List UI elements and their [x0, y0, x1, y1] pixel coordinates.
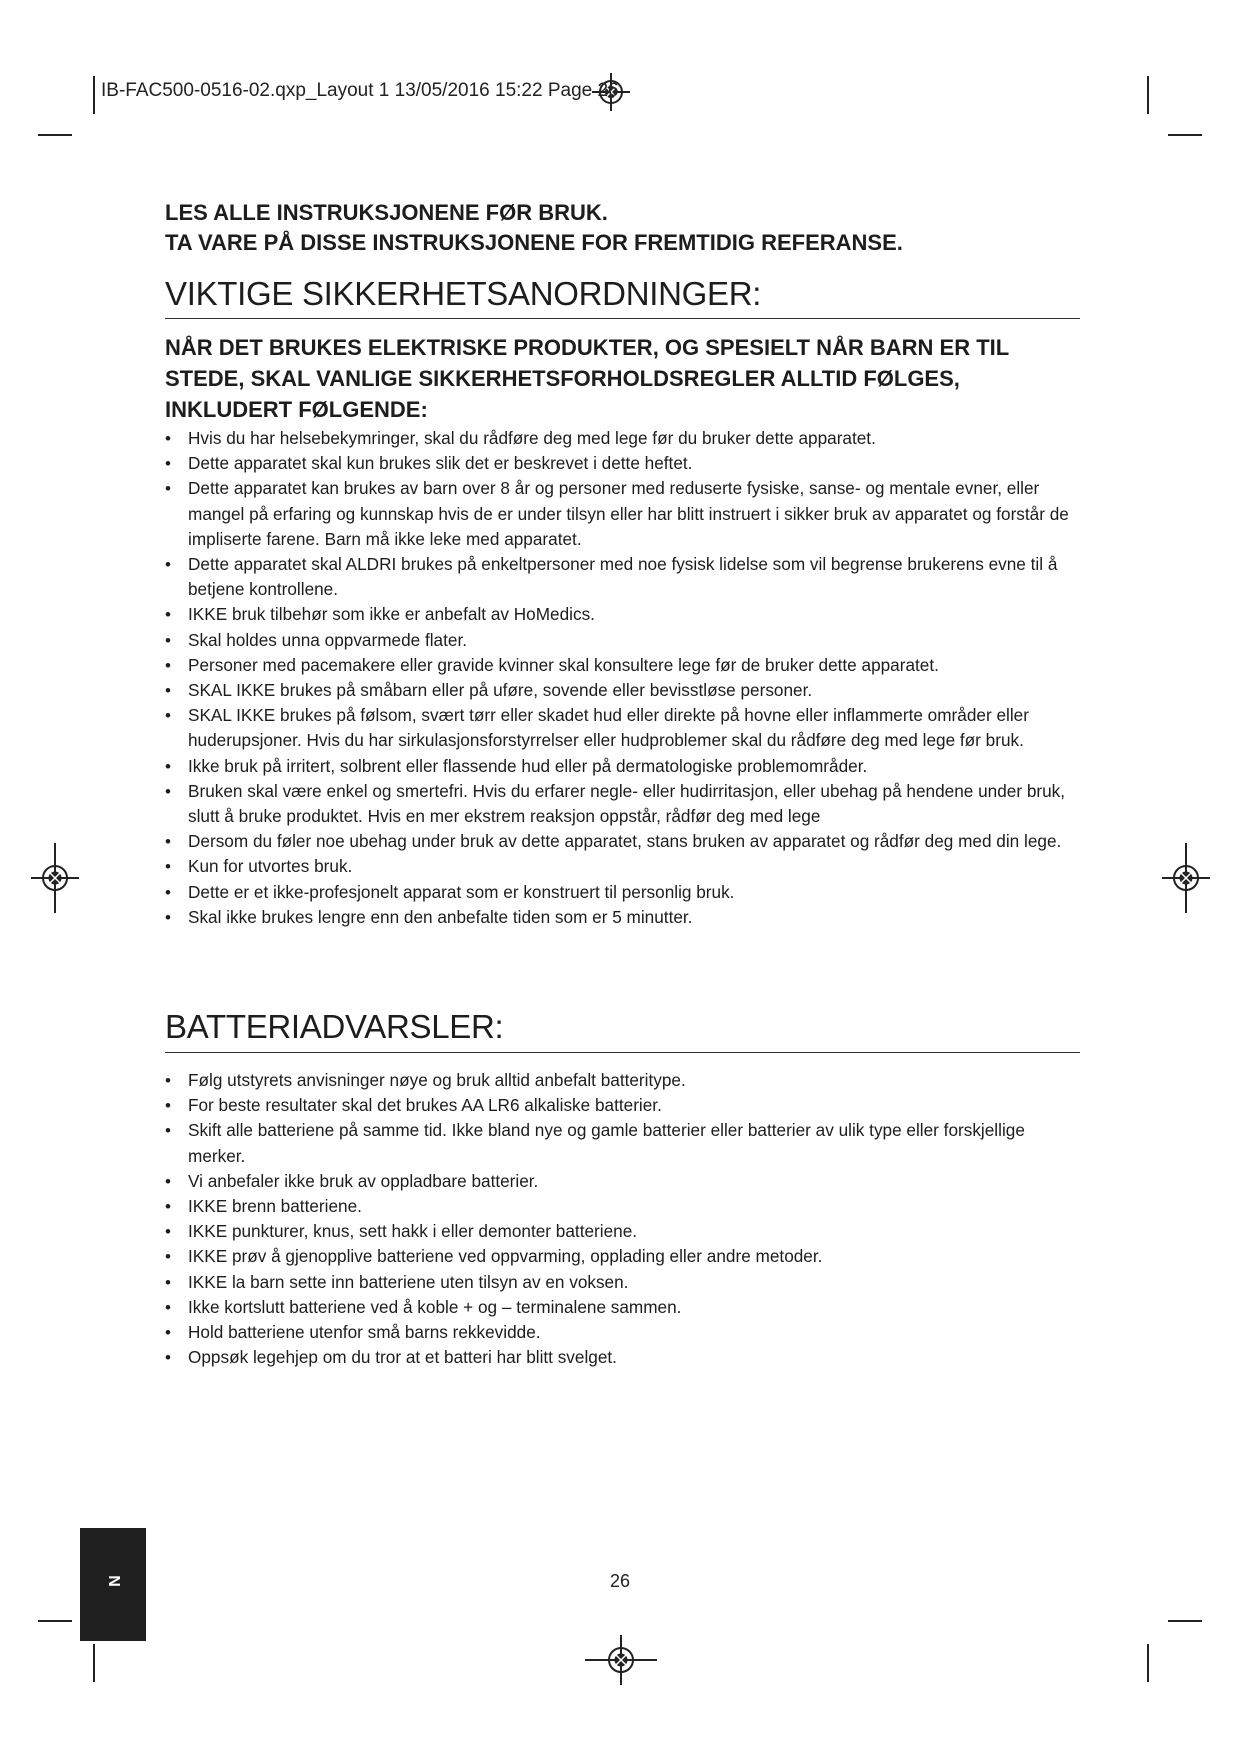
crop-mark-bottom-left-horizontal: [38, 1620, 72, 1622]
bullet-icon: •: [165, 1247, 171, 1267]
safety-list-item: • SKAL IKKE brukes på småbarn eller på uføre, sovende eller bevisstløse personer.: [163, 678, 1083, 703]
battery-list-item: • IKKE punkturer, knus, sett hakk i eller demonter batteriene.: [163, 1219, 1083, 1244]
bullet-icon: •: [165, 1222, 171, 1242]
crop-mark-top-right-horizontal: [1168, 134, 1202, 136]
registration-mark-left-icon: [31, 843, 79, 913]
bullet-icon: •: [165, 655, 171, 675]
language-tab: [80, 1528, 146, 1641]
battery-section-title: BATTERIADVARSLER:: [165, 1008, 504, 1045]
safety-list-item: • IKKE bruk tilbehør som ikke er anbefalt av HoMedics.: [163, 602, 1083, 627]
bullet-icon: •: [165, 1121, 171, 1141]
page-number: 26: [609, 1571, 631, 1591]
bullet-icon: •: [165, 1071, 171, 1090]
battery-title-rule: [165, 1052, 1080, 1053]
crop-mark-top-left-vertical: [93, 76, 95, 114]
battery-list-item: • Skift alle batteriene på samme tid. Ikke bland nye og gamle batterier eller batterier av ulik type eller forskjellige merker.: [165, 1120, 1025, 1166]
safety-bullet-list: [163, 426, 1083, 930]
bullet-icon: •: [165, 1272, 171, 1292]
language-tab-letter: N: [105, 1575, 122, 1587]
battery-list-item: • IKKE prøv å gjenopplive batteriene ved oppvarming, opplading eller andre metoder.: [163, 1244, 1083, 1269]
battery-list-item: • Følg utstyrets anvisninger nøye og bruk alltid anbefalt batteritype.: [163, 1068, 1083, 1093]
safety-list-item: • Ikke bruk på irritert, solbrent eller flassende hud eller på dermatologiske problemområder.: [163, 754, 1083, 779]
bullet-icon: •: [165, 832, 171, 852]
intro-line-keep-instructions: TA VARE PÅ DISSE INSTRUKSJONENE FOR FREMTIDIG REFERANSE.: [165, 230, 903, 255]
registration-mark-bottom-icon: [585, 1635, 657, 1685]
bullet-icon: •: [165, 781, 171, 801]
bullet-icon: •: [165, 756, 171, 776]
safety-list-item: • Dette er et ikke-profesjonelt apparat som er konstruert til personlig bruk.: [163, 880, 1083, 905]
bullet-icon: •: [165, 1096, 171, 1116]
bullet-icon: •: [165, 605, 171, 625]
safety-list-item: • Personer med pacemakere eller gravide kvinner skal konsultere lege før de bruker dette apparatet.: [163, 653, 1083, 678]
crop-mark-bottom-right-horizontal: [1168, 1620, 1202, 1622]
safety-list-item: • Dette apparatet kan brukes av barn over 8 år og personer med reduserte fysiske, sanse- og mentale evner, eller mangel på erfaring og kunnskap hvis de er under tilsyn eller har blitt instruert i sikker bruk av apparatet og forstår de impliserte farene. Barn må ikke leke med apparatet.: [165, 478, 1069, 549]
safety-list-item: • Kun for utvortes bruk.: [163, 854, 1083, 879]
safety-list-item: • Hvis du har helsebekymringer, skal du rådføre deg med lege før du bruker dette apparatet.: [163, 426, 1083, 451]
battery-list-item: • Vi anbefaler ikke bruk av oppladbare batterier.: [163, 1169, 1083, 1194]
safety-warning-heading: NÅR DET BRUKES ELEKTRISKE PRODUKTER, OG SPESIELT NÅR BARN ER TIL STEDE, SKAL VANLIGE SIKKERHETSFORHOLDSREGLER ALLTID FØLGES, INKLUDERT FØLGENDE:: [165, 335, 1009, 422]
crop-mark-top-left-horizontal: [38, 134, 72, 136]
battery-bullet-list: [163, 1068, 1083, 1370]
bullet-icon: •: [165, 857, 171, 877]
safety-list-item: • Dette apparatet skal ALDRI brukes på enkeltpersoner med noe fysisk lidelse som vil begrense brukerens evne til å betjene kontrollene.: [165, 554, 1058, 600]
bullet-icon: •: [165, 1297, 171, 1317]
safety-title-rule: [165, 318, 1080, 319]
safety-list-item: • Skal holdes unna oppvarmede flater.: [163, 628, 1083, 653]
bullet-icon: •: [165, 630, 171, 650]
bullet-icon: •: [165, 1323, 171, 1343]
safety-list-item: • Dersom du føler noe ubehag under bruk av dette apparatet, stans bruken av apparatet og rådfør deg med din lege.: [163, 829, 1083, 854]
bullet-icon: •: [165, 454, 171, 474]
bullet-icon: •: [165, 907, 171, 927]
registration-mark-right-icon: [1162, 843, 1210, 913]
safety-list-item: • Bruken skal være enkel og smertefri. Hvis du erfarer negle- eller hudirritasjon, eller ubehag på hendene under bruk, slutt å bruke produktet. Hvis en mer ekstrem reaksjon oppstår, rådfør deg med lege: [165, 780, 1066, 827]
battery-list-item: • IKKE brenn batteriene.: [163, 1194, 1083, 1219]
battery-list-item: • IKKE la barn sette inn batteriene uten tilsyn av en voksen.: [163, 1270, 1083, 1295]
safety-list-item: • Dette apparatet skal kun brukes slik det er beskrevet i dette heftet.: [163, 451, 1083, 476]
crop-mark-bottom-left-vertical: [93, 1644, 95, 1682]
bullet-icon: •: [165, 555, 171, 575]
battery-list-item: • Ikke kortslutt batteriene ved å koble + og – terminalene sammen.: [163, 1295, 1083, 1320]
battery-list-item: • Oppsøk legehjep om du tror at et batteri har blitt svelget.: [163, 1345, 1083, 1370]
bullet-icon: •: [165, 1197, 171, 1217]
battery-list-item: • For beste resultater skal det brukes AA LR6 alkaliske batterier.: [163, 1093, 1083, 1118]
print-slug-line: IB-FAC500-0516-02.qxp_Layout 1 13/05/2016 15:22 Page 26: [101, 80, 619, 101]
battery-list-item: • Hold batteriene utenfor små barns rekkevidde.: [163, 1320, 1083, 1345]
safety-list-item: • Skal ikke brukes lengre enn den anbefalte tiden som er 5 minutter.: [163, 905, 1083, 930]
bullet-icon: •: [165, 1171, 171, 1191]
bullet-icon: •: [165, 681, 171, 701]
intro-block: [165, 198, 1105, 258]
crop-mark-top-right-vertical: [1147, 76, 1149, 114]
bullet-icon: •: [165, 479, 171, 499]
crop-mark-bottom-right-vertical: [1147, 1644, 1149, 1682]
bullet-icon: •: [165, 429, 171, 448]
bullet-icon: •: [165, 1348, 171, 1368]
bullet-icon: •: [165, 706, 171, 726]
safety-section-title: VIKTIGE SIKKERHETSANORDNINGER:: [165, 275, 762, 312]
intro-line-read-instructions: LES ALLE INSTRUKSJONENE FØR BRUK.: [165, 200, 608, 225]
safety-list-item: • SKAL IKKE brukes på følsom, svært tørr eller skadet hud eller direkte på hovne eller inflammerte områder eller huderupsjoner. Hvis du har sirkulasjonsforstyrrelser eller hudproblemer skal du rådføre deg med lege før bruk.: [165, 705, 1029, 751]
bullet-icon: •: [165, 882, 171, 902]
